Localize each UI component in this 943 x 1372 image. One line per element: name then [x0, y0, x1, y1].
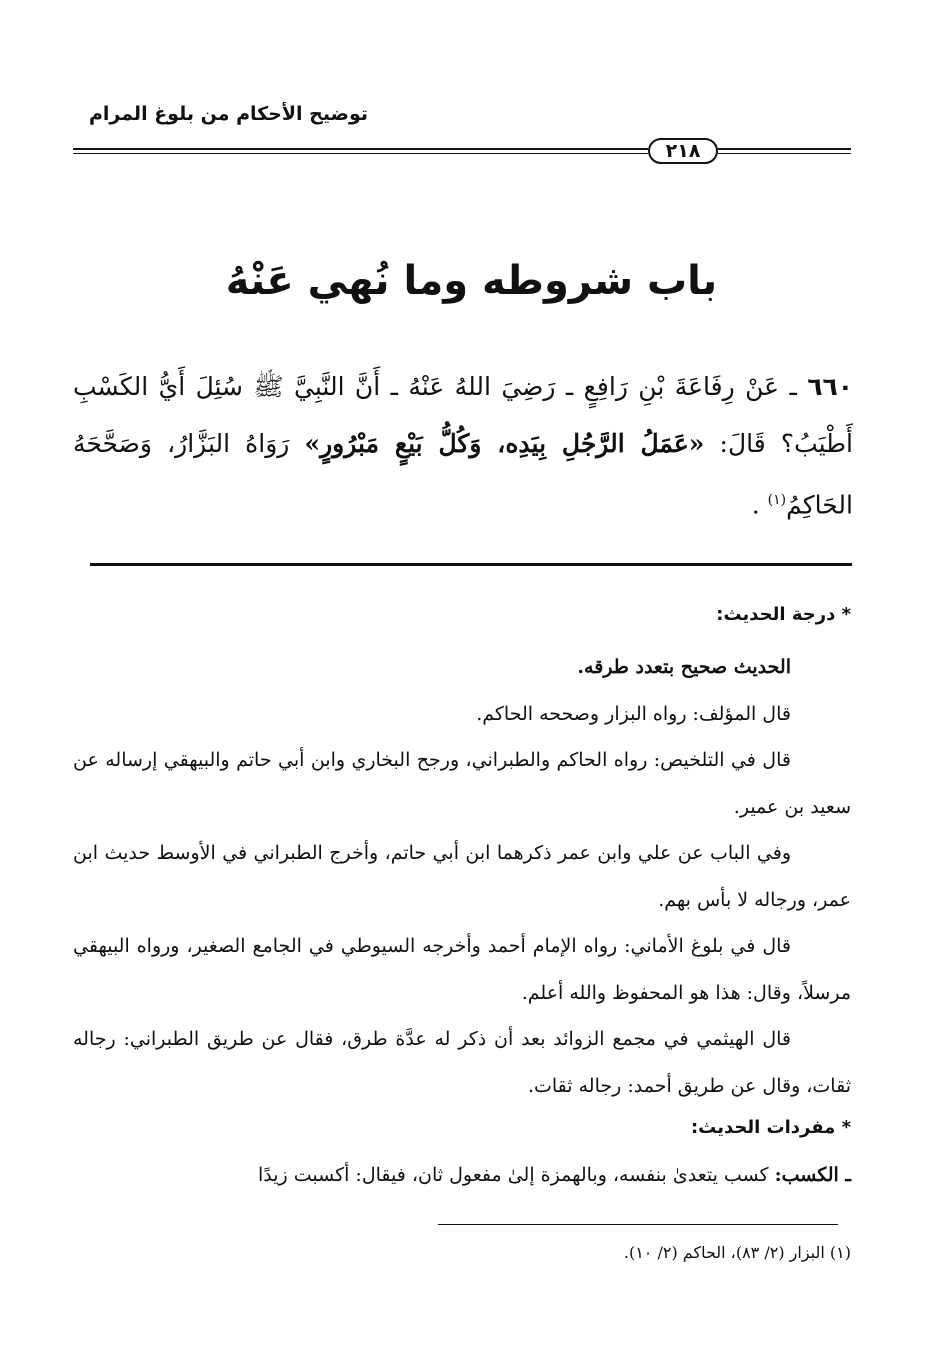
- commentary-paragraph: قال الهيثمي في مجمع الزوائد بعد أن ذكر له عدَّة طرق، فقال عن طريق الطبراني: رجاله ثقات، وقال عن طريق أحمد: رجاله ثقات.: [73, 1028, 851, 1097]
- page-number: ٢١٨: [648, 138, 718, 164]
- hadith-text: [73, 358, 853, 533]
- vocab-term: ـ الكسب:: [774, 1164, 851, 1186]
- chapter-title: باب شروطه وما نُهي عَنْهُ: [225, 258, 718, 304]
- footnote-rule: [438, 1224, 838, 1225]
- footnote: (١) البزار (٢/ ٨٣)، الحاكم (٢/ ١٠).: [623, 1243, 851, 1262]
- commentary-paragraph: قال في بلوغ الأماني: رواه الإمام أحمد وأخرجه السيوطي في الجامع الصغير، ورواه البيهقي مرسلاً، وقال: هذا هو المحفوظ والله أعلم.: [73, 935, 851, 1004]
- hadith-quote: «عَمَلُ الرَّجُلِ بِيَدِه، وَكُلُّ بَيْعٍ مَبْرُورٍ»: [304, 429, 705, 458]
- grade-heading: * درجة الحديث:: [716, 604, 851, 625]
- hadith-end: .: [751, 490, 760, 520]
- hadith-number: ٦٦٠: [807, 372, 853, 401]
- commentary-paragraph: قال في التلخيص: رواه الحاكم والطبراني، ورجح البخاري وابن أبي حاتم والبيهقي إرساله عن سعيد بن عمير.: [73, 749, 851, 818]
- vocab-heading: * مفردات الحديث:: [690, 1117, 851, 1138]
- grade-statement: الحديث صحيح بتعدد طرقه.: [577, 656, 791, 678]
- commentary-paragraph: وفي الباب عن علي وابن عمر ذكرهما ابن أبي حاتم، وأخرج الطبراني في الأوسط حديث ابن عمر، ورجاله لا بأس بهم.: [73, 842, 851, 911]
- running-header-title: توضيح الأحكام من بلوغ المرام: [88, 103, 368, 125]
- vocab-definition: كسب يتعدىٰ بنفسه، وبالهمزة إلىٰ مفعول ثان، فيقال: أكسبت زيدًا: [257, 1164, 769, 1186]
- hadith-number-dash: ـ: [779, 372, 797, 401]
- hadith-narration: عَنْ رِفَاعَةَ بْنِ رَافِعٍ ـ رَضِيَ اللهُ عَنْهُ ـ أَنَّ النَّبِيَّ ﷺ سُئِلَ أَيُّ الكَسْبِ أَطْيَبُ؟ قَالَ:: [73, 372, 854, 458]
- hadith-source: رَوَاهُ البَزَّارُ، وَصَحَّحَهُ الحَاكِمُ: [73, 429, 853, 520]
- header-rule-left: [73, 148, 648, 154]
- footnote-marker: (١): [767, 492, 787, 508]
- grade-commentary: [73, 644, 851, 1109]
- commentary-paragraph: قال المؤلف: رواه البزار وصححه الحاكم.: [476, 702, 791, 725]
- vocab-entry: [73, 1155, 851, 1195]
- section-divider: [90, 563, 852, 566]
- header-rule-right: [718, 148, 851, 154]
